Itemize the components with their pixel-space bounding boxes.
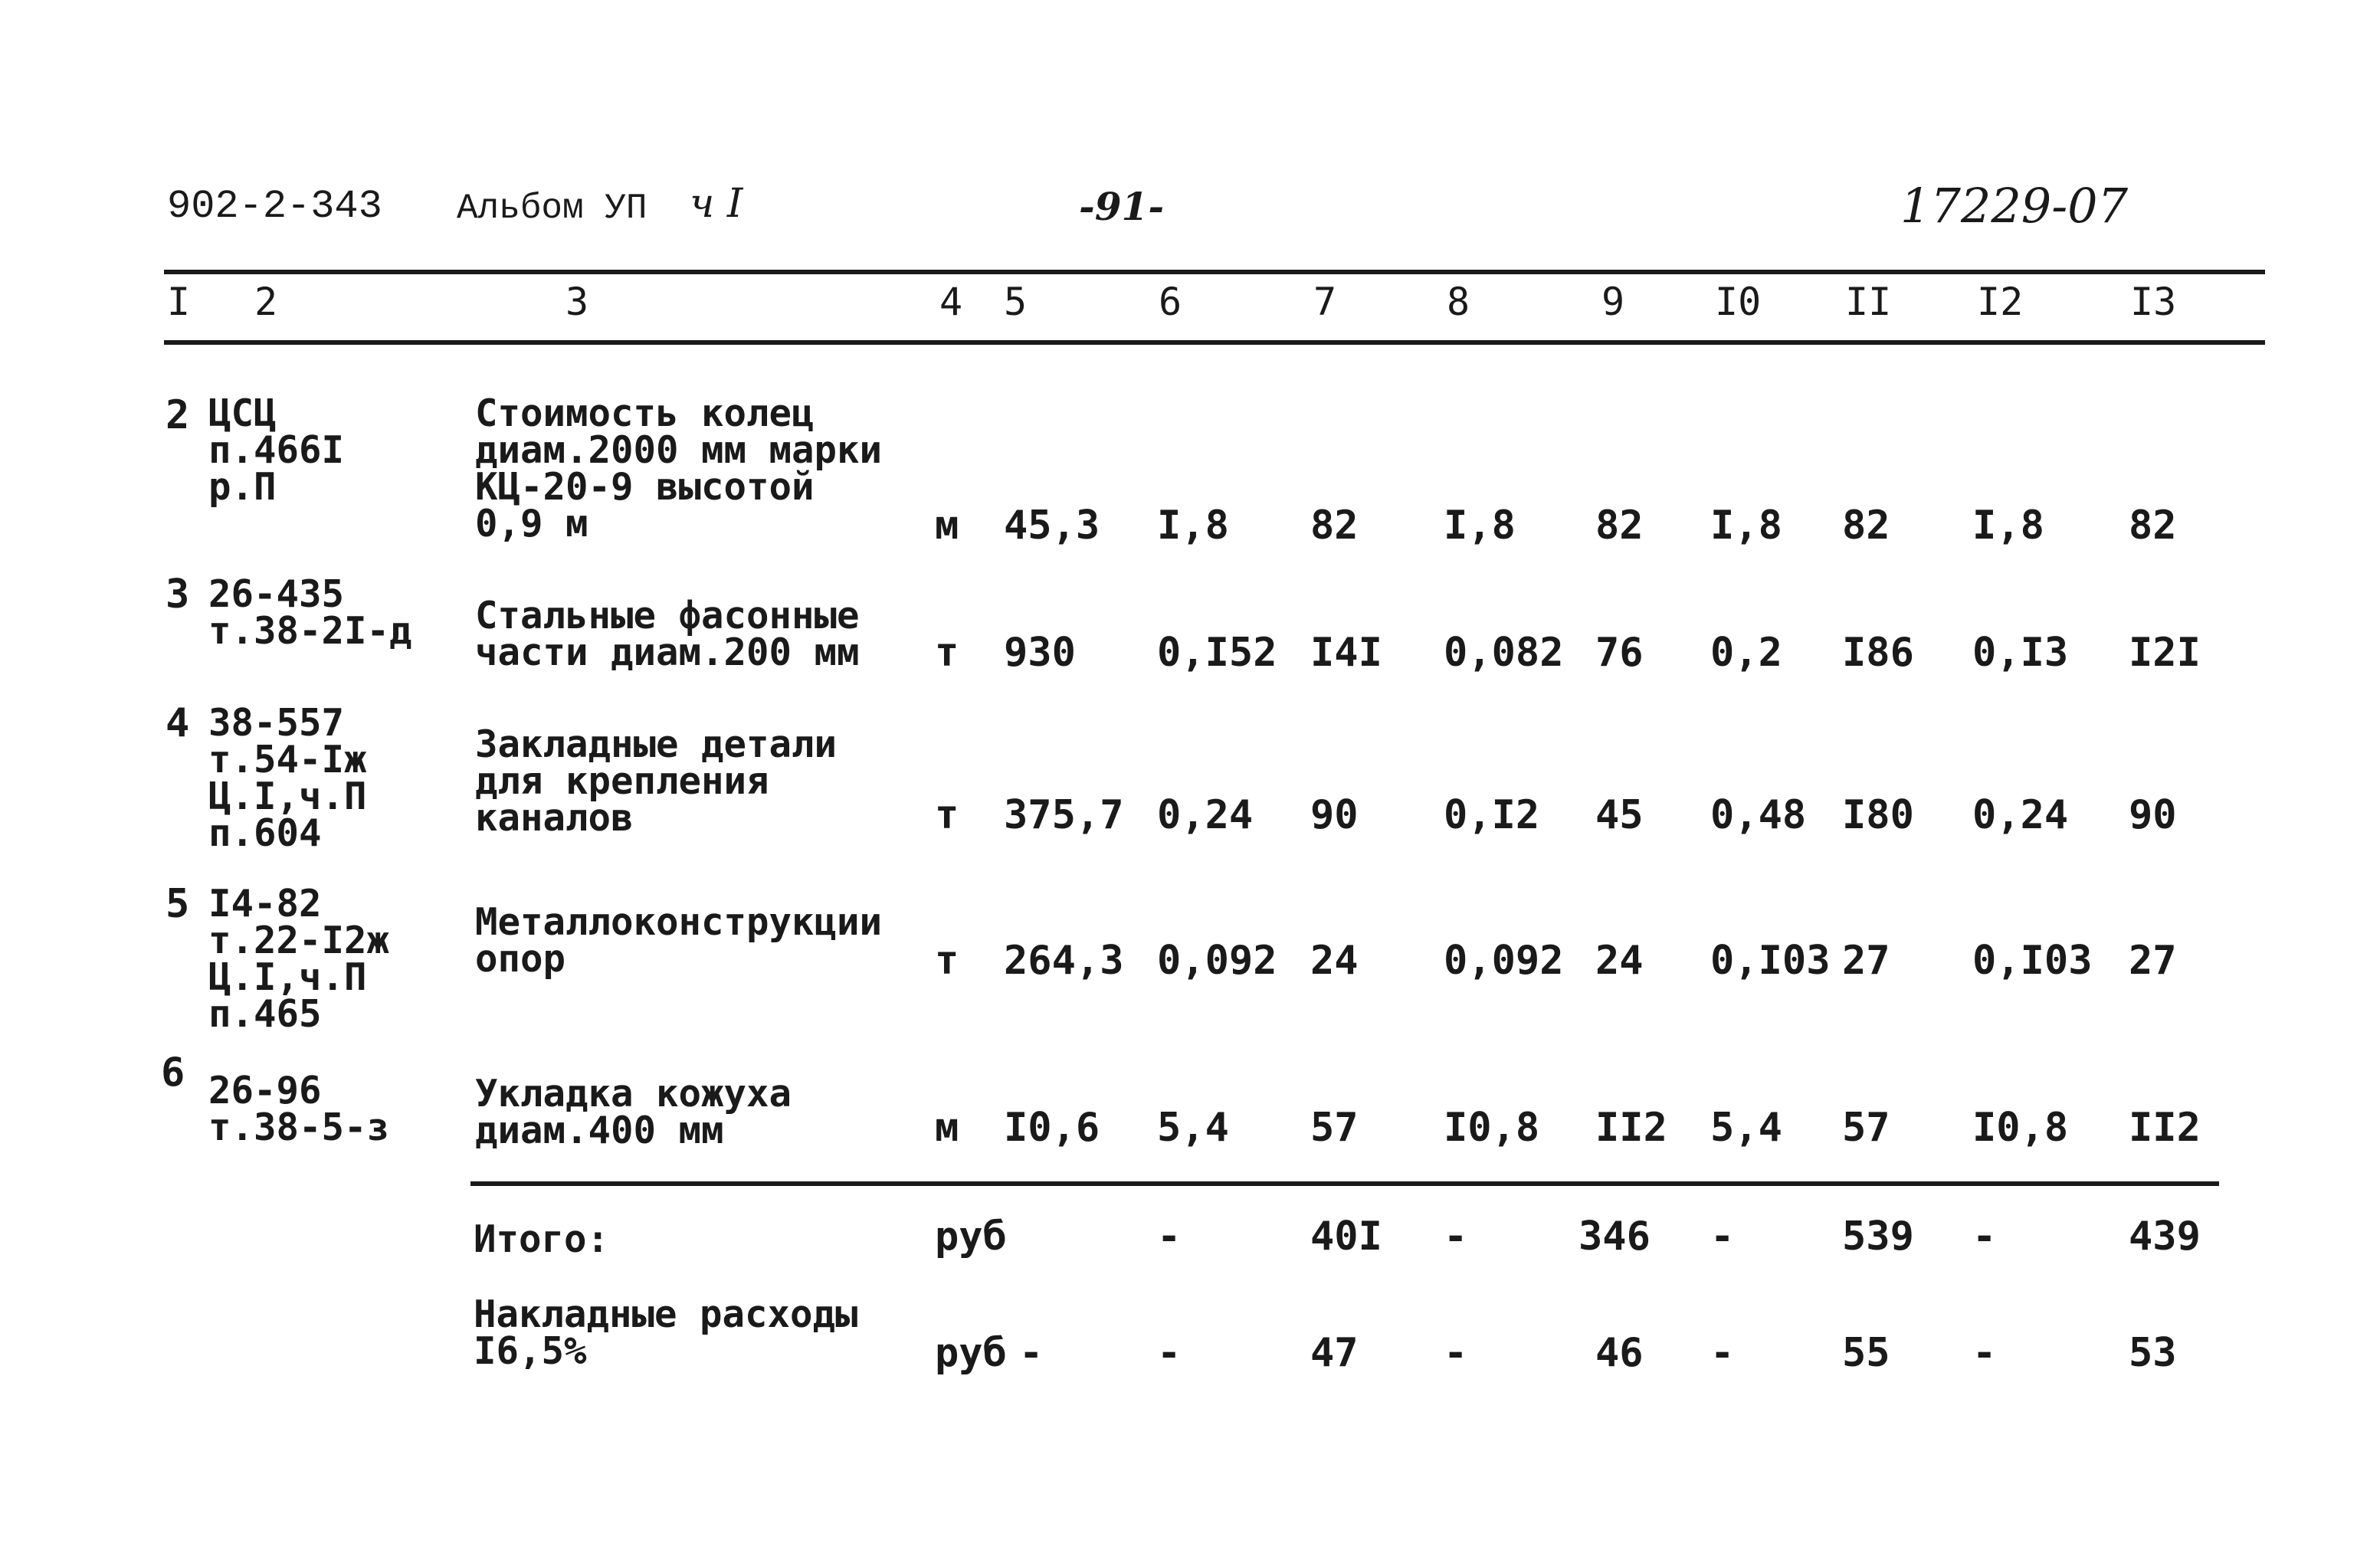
row-reference: 26-435 т.38-2I-д xyxy=(208,572,412,653)
project-code: 902-2-343 xyxy=(167,184,382,229)
row-reference: I4-82 т.22-I2ж Ц.I,ч.П п.465 xyxy=(208,882,390,1036)
cell-value: 90 xyxy=(2129,792,2177,838)
cell-value: 82 xyxy=(1842,503,1890,549)
cell-value: 82 xyxy=(1310,503,1359,549)
cell-value: - xyxy=(1710,1330,1735,1376)
row-unit: м xyxy=(935,503,959,549)
column-number: II xyxy=(1845,280,1892,324)
cell-value: I2I xyxy=(2129,630,2201,676)
column-number: I2 xyxy=(1977,280,2024,324)
cell-value: 27 xyxy=(1842,938,1890,984)
cell-value: I,8 xyxy=(1444,503,1516,549)
row-description: Металлоконструкции опор xyxy=(475,900,883,981)
document-number: 17229-07 xyxy=(1900,178,2129,234)
cell-value: 0,24 xyxy=(1157,792,1254,838)
row-description: Закладные детали для крепления каналов xyxy=(475,722,838,840)
overhead-unit: руб xyxy=(935,1330,1007,1376)
column-number: I0 xyxy=(1715,280,1762,324)
cell-value: 930 xyxy=(1004,630,1076,676)
cell-value: 82 xyxy=(2129,503,2177,549)
cell-value: II2 xyxy=(2129,1105,2201,1151)
cell-value: - xyxy=(1157,1214,1182,1260)
cell-value: 55 xyxy=(1842,1330,1890,1376)
row-description: Стальные фасонные части диам.200 мм xyxy=(475,594,860,674)
row-unit: т xyxy=(935,938,959,984)
column-number: I3 xyxy=(2130,280,2177,324)
row-description: Укладка кожуха диам.400 мм xyxy=(475,1072,792,1152)
cell-value: 0,24 xyxy=(1972,792,2069,838)
row-number: 3 xyxy=(166,572,190,618)
cell-value: 0,082 xyxy=(1444,630,1564,676)
cell-value: 375,7 xyxy=(1004,792,1124,838)
cell-value: 53 xyxy=(2129,1330,2177,1376)
cell-value: 46 xyxy=(1595,1330,1644,1376)
cell-value: 264,3 xyxy=(1004,938,1124,984)
column-number: I xyxy=(167,280,191,324)
cell-value: - xyxy=(1710,1214,1735,1260)
column-number: 4 xyxy=(939,280,963,324)
row-unit: т xyxy=(935,792,959,838)
cell-value: - xyxy=(1019,1330,1044,1376)
cell-value: 0,I2 xyxy=(1444,792,1540,838)
cell-value: 0,I03 xyxy=(1972,938,2093,984)
row-number: 6 xyxy=(161,1050,185,1096)
row-number: 2 xyxy=(166,392,190,438)
cell-value: 5,4 xyxy=(1710,1105,1782,1151)
cell-value: 24 xyxy=(1595,938,1644,984)
cell-value: 40I xyxy=(1310,1214,1382,1260)
cell-value: - xyxy=(1972,1214,1997,1260)
cell-value: 0,2 xyxy=(1710,630,1782,676)
cell-value: 82 xyxy=(1595,503,1644,549)
cell-value: I86 xyxy=(1842,630,1914,676)
column-number: 5 xyxy=(1004,280,1028,324)
column-number: 8 xyxy=(1447,280,1470,324)
cell-value: 90 xyxy=(1310,792,1359,838)
cell-value: 0,I52 xyxy=(1157,630,1277,676)
column-number: 2 xyxy=(254,280,278,324)
cell-value: I0,6 xyxy=(1004,1105,1100,1151)
cell-value: 0,48 xyxy=(1710,792,1807,838)
cell-value: I80 xyxy=(1842,792,1914,838)
cell-value: 47 xyxy=(1310,1330,1359,1376)
cell-value: 0,092 xyxy=(1444,938,1564,984)
row-number: 4 xyxy=(166,700,190,746)
cell-value: - xyxy=(1157,1330,1182,1376)
cell-value: I0,8 xyxy=(1444,1105,1540,1151)
cell-value: 539 xyxy=(1842,1214,1914,1260)
column-number: 7 xyxy=(1313,280,1337,324)
cell-value: 57 xyxy=(1310,1105,1359,1151)
column-number: 6 xyxy=(1159,280,1182,324)
cell-value: 76 xyxy=(1595,630,1644,676)
totals-label: Итого: xyxy=(474,1217,610,1261)
cell-value: 57 xyxy=(1842,1105,1890,1151)
cell-value: - xyxy=(1972,1330,1997,1376)
totals-unit: руб xyxy=(935,1214,1007,1260)
cell-value: 0,I3 xyxy=(1972,630,2069,676)
cell-value: I,8 xyxy=(1157,503,1229,549)
cell-value: II2 xyxy=(1595,1105,1667,1151)
cell-value: 27 xyxy=(2129,938,2177,984)
album-label: Альбом УП xyxy=(457,188,647,228)
cell-value: - xyxy=(1444,1330,1468,1376)
row-reference: 38-557 т.54-Iж Ц.I,ч.П п.604 xyxy=(208,701,367,855)
cell-value: 45 xyxy=(1595,792,1644,838)
column-number: 9 xyxy=(1601,280,1625,324)
row-reference: 26-96 т.38-5-з xyxy=(208,1069,390,1149)
part-label: ч I xyxy=(690,181,743,227)
cell-value: I,8 xyxy=(1972,503,2044,549)
cell-value: 45,3 xyxy=(1004,503,1100,549)
cell-value: I,8 xyxy=(1710,503,1782,549)
row-description: Стоимость колец диам.2000 мм марки КЦ-20-9 высотой 0,9 м xyxy=(475,392,883,545)
column-number: 3 xyxy=(565,280,589,324)
cell-value: 5,4 xyxy=(1157,1105,1229,1151)
cell-value: 346 xyxy=(1578,1214,1651,1260)
cell-value: 0,092 xyxy=(1157,938,1277,984)
page-number: -91- xyxy=(1079,184,1165,229)
totals-rule xyxy=(470,1181,2219,1186)
cell-value: - xyxy=(1444,1214,1468,1260)
overhead-label: Накладные расходы I6,5% xyxy=(474,1292,858,1373)
row-unit: м xyxy=(935,1105,959,1151)
header-rule xyxy=(164,340,2265,345)
top-rule xyxy=(164,270,2265,274)
row-unit: т xyxy=(935,630,959,676)
cell-value: 439 xyxy=(2129,1214,2201,1260)
row-reference: ЦСЦ п.466I р.П xyxy=(208,392,345,509)
cell-value: 0,I03 xyxy=(1710,938,1831,984)
cell-value: I4I xyxy=(1310,630,1382,676)
cell-value: I0,8 xyxy=(1972,1105,2069,1151)
cell-value: 24 xyxy=(1310,938,1359,984)
row-number: 5 xyxy=(166,881,190,927)
